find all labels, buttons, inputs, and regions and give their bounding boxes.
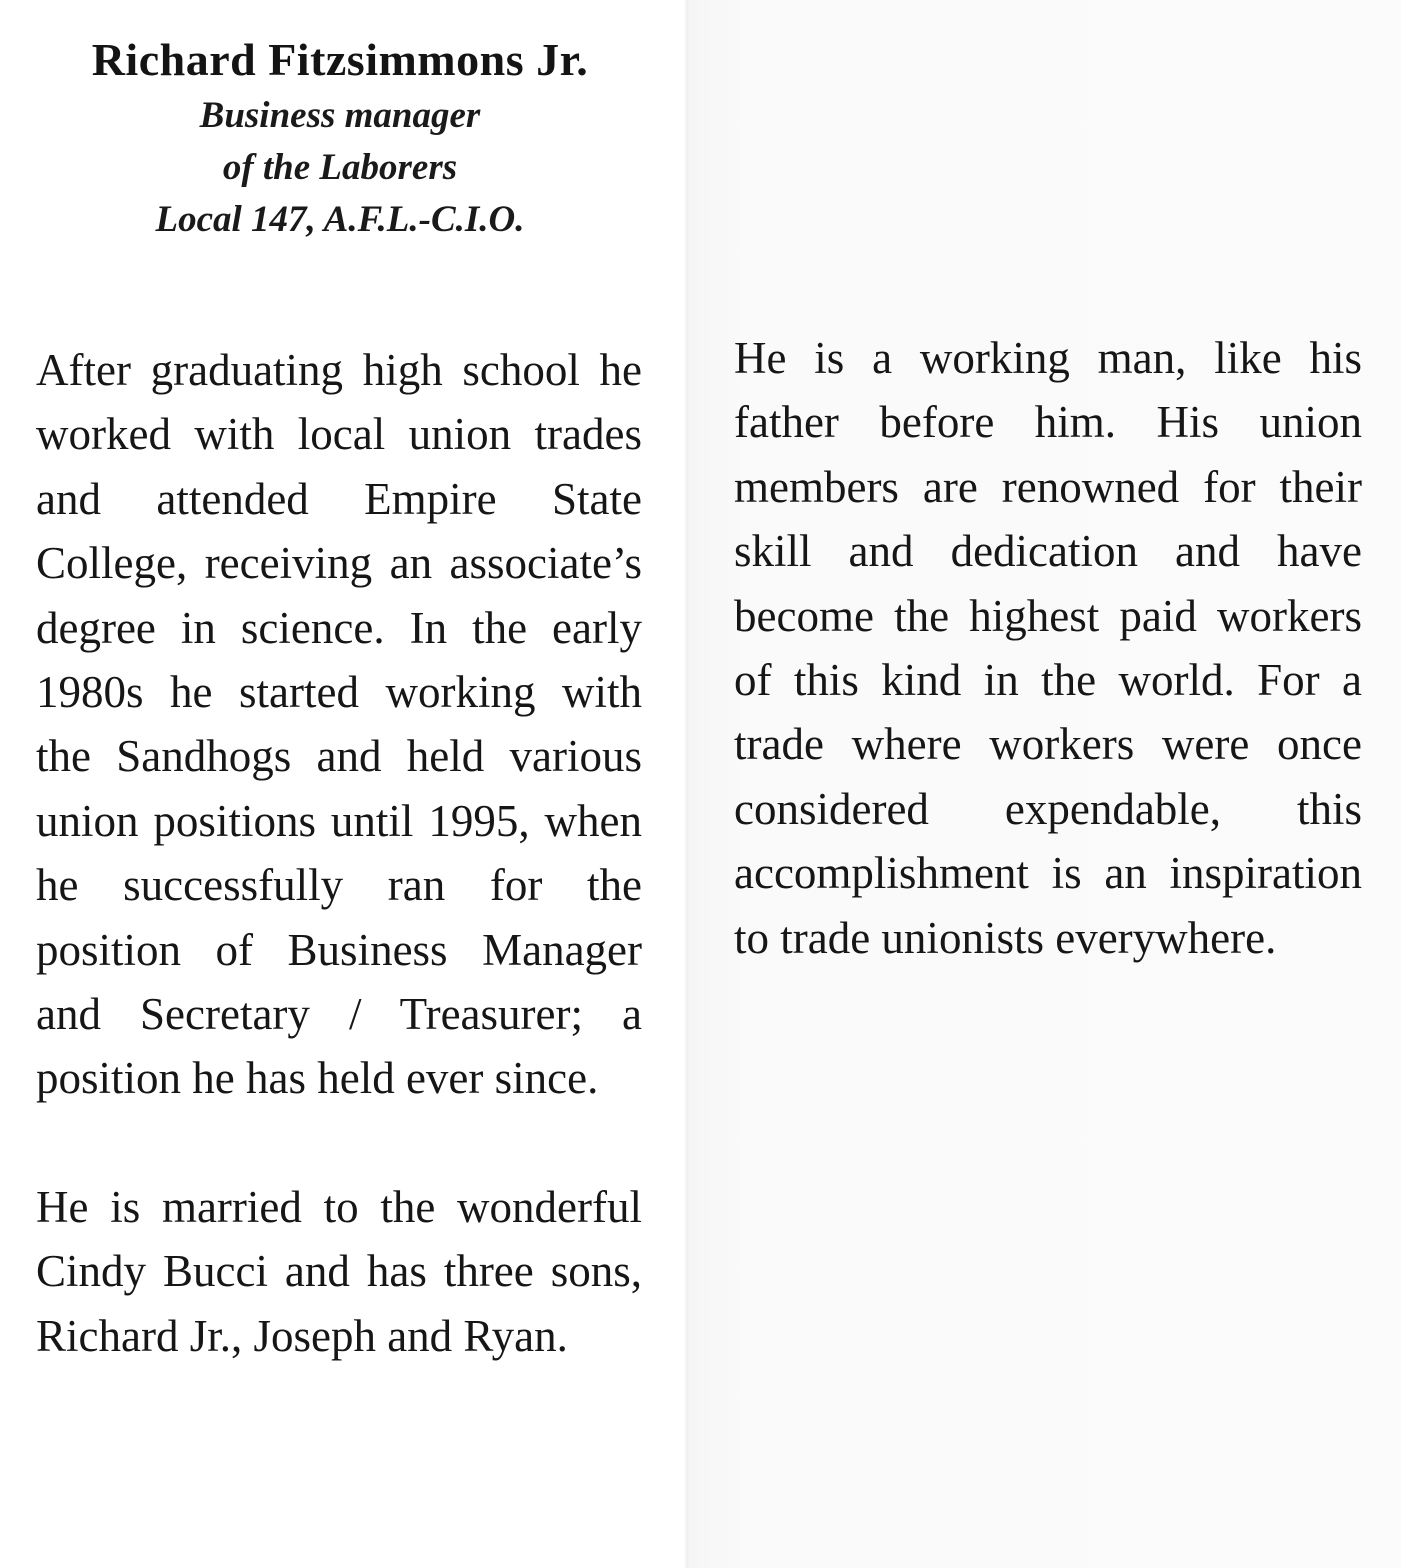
person-name: Richard Fitzsimmons Jr. bbox=[91, 34, 589, 85]
subtitle-line-1: Business manager bbox=[199, 95, 481, 136]
career-paragraph: After graduating high school he worked with local union trades and attended Empire State College, receiving an associate’s degree in science. In the early 1980s he started working with the Sandhogs and held various union positions until 1995, when he successfully ran for the position of Business Manager and Secretary / Treasurer; a position he has held ever since. bbox=[36, 345, 642, 1104]
right-column bbox=[734, 326, 1362, 970]
subtitle-line-3: Local 147, A.F.L.-C.I.O. bbox=[155, 199, 525, 240]
page-fold bbox=[684, 0, 690, 1568]
subtitle-line-2: of the Laborers bbox=[222, 147, 458, 188]
family-paragraph: He is married to the wonderful Cindy Bucci and has three sons, Richard Jr., Joseph and Ryan. bbox=[36, 1181, 642, 1361]
header bbox=[0, 30, 680, 246]
left-column bbox=[36, 338, 642, 1368]
union-paragraph: He is a working man, like his father before him. His union members are renowned for their skill and dedication and have become the highest paid workers of this kind in the world. For a trade where workers were once considered expendable, this accomplishment is an inspiration to trade unionists everywhere. bbox=[734, 333, 1362, 963]
